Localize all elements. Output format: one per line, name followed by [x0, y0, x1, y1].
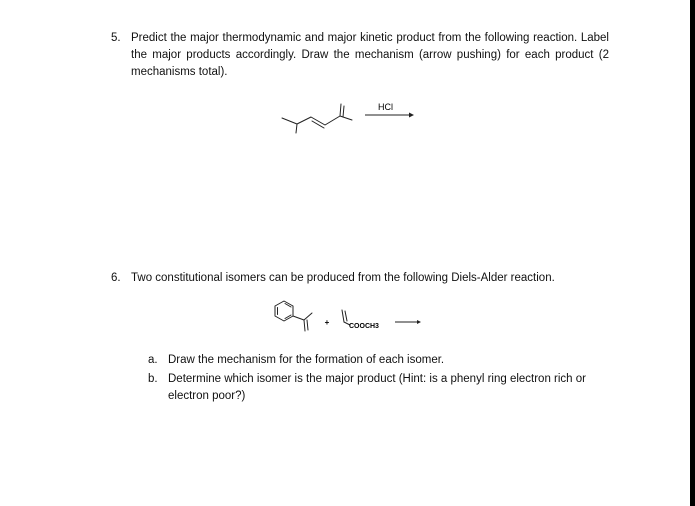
part-a-label: a. — [148, 354, 158, 366]
question-5-text: Predict the major thermodynamic and major kinetic product from the following reaction. Label the major products accordingly. Draw the mechanism (arrow pushing) for each product (2 mechanisms total). — [131, 32, 609, 78]
diene-structure — [282, 104, 352, 133]
styrene-diene-structure — [275, 301, 312, 331]
part-b-text: Determine which isomer is the major product (Hint: is a phenyl ring electron rich or electron poor?) — [168, 373, 586, 402]
question-6-text: Two constitutional isomers can be produced from the following Diels-Alder reaction. — [131, 272, 555, 284]
question-6-number: 6. — [111, 272, 121, 284]
reaction-arrow-6 — [395, 320, 421, 324]
reaction-arrow-5 — [365, 113, 414, 118]
substituent-label: COOCH3 — [349, 323, 379, 330]
reagent-label: HCl — [378, 102, 393, 112]
part-b-label: b. — [148, 373, 158, 385]
part-a-text: Draw the mechanism for the formation of each isomer. — [168, 354, 445, 366]
question-5-number: 5. — [111, 32, 121, 44]
plus-sign: + — [324, 318, 330, 327]
